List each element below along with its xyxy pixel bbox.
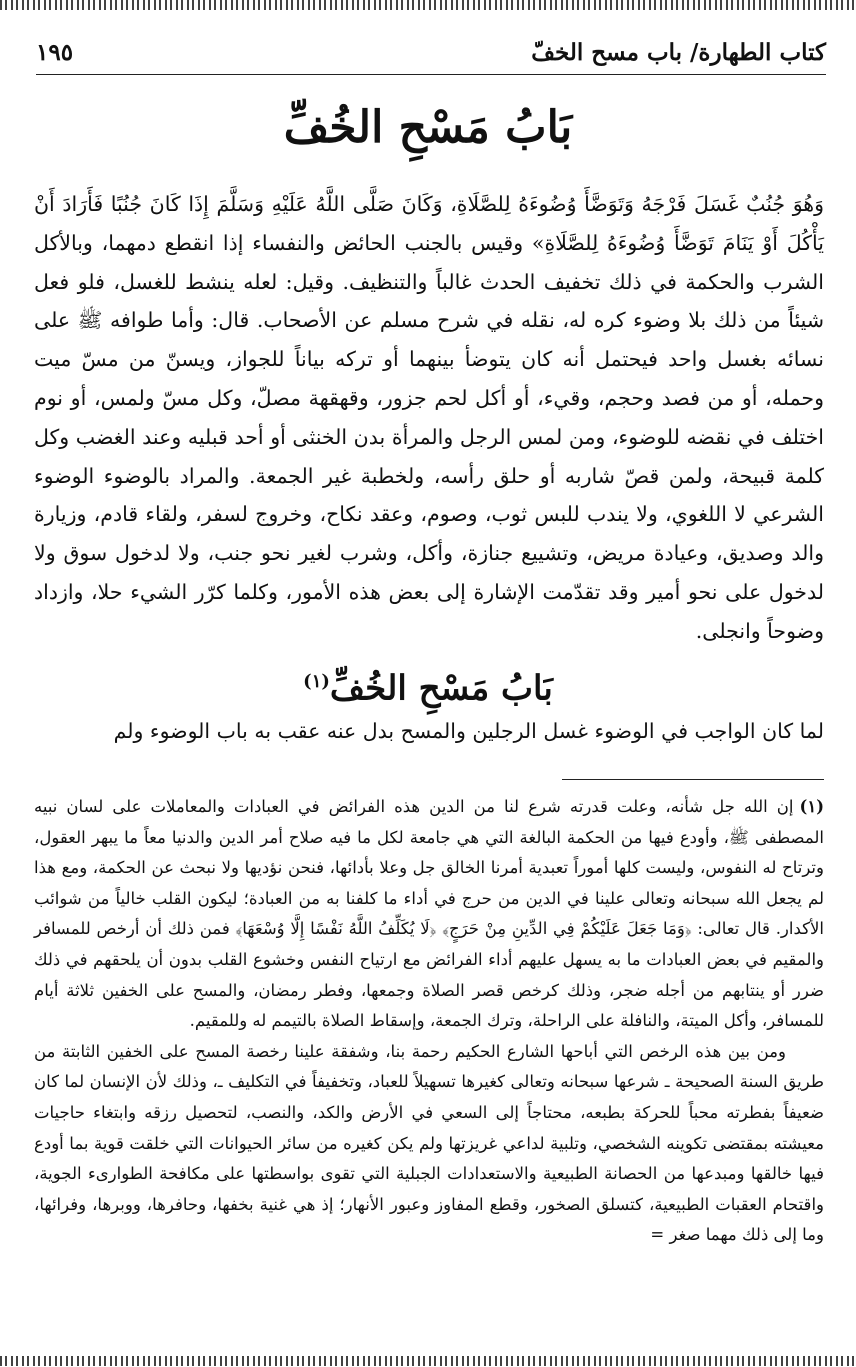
footnote-paragraph-2: ومن بين هذه الرخص التي أباحها الشارع الحكيم رحمة بنا، وشفقة علينا رخصة المسح على الخفين الثابتة من طريق السنة الصحيحة ـ شرعها سبحانه وتعالى كغيرها تسهيلاً للعباد، وتخفيفاً في التكليف ـ، وذلك لأن الإنسان لما كان ضعيفاً بفطرته محباً للحركة بطبعه، محتاجاً إلى السعي في الأرض والكد، والنصب، لتحصيل رزقه وابتغاء حاجيات معيشته بمقتضى تكوينه الشخصي، وتلبية لداعي غريزتها ولم يكن كغيره من سائر الحيوانات التي خلقت قوية بما أودع فيها خالقها ومبدعها من الحصانة الطبيعية والاستعدادات الجبلية التي تقوى بواسطتها على مكافحة الطوارىء الجوية، واقتحام العقبات الطبيعية، كتسلق الصخور، وقطع المفاوز وعبور الأنهار؛ إذ هي غنية بخفها، وحافرها، ووبرها، وفرائها، وما إلى ذلك مهما صغر = <box>34 1041 824 1245</box>
footnotes <box>34 792 824 1251</box>
footnote-marker: (١) <box>303 671 330 692</box>
footnote-number: (١) <box>799 797 824 816</box>
page-number: ١٩٥ <box>36 38 74 66</box>
section-body-text <box>34 712 824 750</box>
section-title <box>0 656 856 714</box>
footnote-text-1: إن الله جل شأنه، وعلت قدرته شرع لنا من الدين هذه الفرائض في العبادات والمعاملات على لسان نبيه المصطفى ﷺ، وأودع فيها من الحكمة البالغة التي هي جامعة لكل ما فيه صلاح أمر الدين والدنيا معاً ما يبهر العقول، وترتاح له النفوس، وليست كلها أموراً تعبدية أمرنا الخالق جل وعلا بأدائها، فنحن نؤديها ولا نبحث عن الحكمة، ومع هذا لم يجعل الله سبحانه وتعالى علينا في الدين من حرج في أداء ما كلفنا به من العبادة؛ ليكون القلب خالياً من شوائب الأكدار. قال تعالى: ﴿وَمَا جَعَلَ عَلَيْكُمْ فِي الدِّينِ مِنْ حَرَجٍ﴾ ﴿لَا يُكَلِّفُ اللَّهُ نَفْسًا إِلَّا وُسْعَهَا﴾ فمن ذلك أن أرخص للمسافر والمقيم في بعض العبادات ما به يسهل عليهم أداء الفرائض مع ارتياح النفس وخشوع القلب بدون أن يلحقهم في ذلك ضرر أو ينتابهم من أجله ضجر، وذلك كرخص قصر الصلاة وجمعها، وفطر رمضان، والمسح على الخفين ثلاثة أيام للمسافر، وأكل الميتة، والنافلة على الراحلة، وترك الجمعة، وإسقاط الصلاة بالتيمم له وللمقيم. <box>34 797 824 1031</box>
footnote-paragraph-1 <box>34 792 824 1037</box>
footnote-separator <box>562 779 824 780</box>
chapter-title: بَابُ مَسْحِ الخُفِّ <box>283 102 573 153</box>
section-title-text: بَابُ مَسْحِ الخُفِّ <box>329 668 553 709</box>
decorative-border-bottom <box>0 1356 856 1366</box>
section-paragraph: لما كان الواجب في الوضوء غسل الرجلين والمسح بدل عنه عقب به باب الوضوء ولم <box>113 719 824 743</box>
main-paragraph: وَهُوَ جُنُبٌ غَسَلَ فَرْجَهُ وَتَوَضَّأَ وُضُوءَهُ لِلصَّلَاةِ، وَكَانَ صَلَّى اللَّهُ عَلَيْهِ وَسَلَّمَ إِذَا كَانَ جُنُبًا فَأَرَادَ أَنْ يَأْكُلَ أَوْ يَنَامَ تَوَضَّأَ وُضُوءَهُ لِلصَّلَاةِ» وقيس بالجنب الحائض والنفساء إذا انقطع دمهما، وبالأكل الشرب والحكمة في ذلك تخفيف الحدث غالباً والتنظيف. وقيل: لعله ينشط للغسل، فلو فعل شيئاً من ذلك بلا وضوء كره له، نقله في شرح مسلم عن الأصحاب. قال: وأما طوافه ﷺ على نسائه بغسل واحد فيحتمل أنه كان يتوضأ بينهما أو تركه بياناً للجواز، ويسنّ من مسّ ميت وحمله، أو من فصد وحجم، وقيء، أو أكل لحم جزور، وقهقهة مصلّ، وكل مسّ ولمس، أو نوم اختلف في نقضه للوضوء، ومن لمس الرجل والمرأة بدن الخنثى أو أحد قبليه وعند الغضب وكل كلمة قبيحة، ولمن قصّ شاربه أو حلق رأسه، ولخطبة غير الجمعة. والمراد بالوضوء الوضوء الشرعي لا اللغوي، ولا يندب للبس ثوب، وصوم، وعقد نكاح، وخروج لسفر، ولقاء قادم، وزيارة والد وصديق، وعيادة مريض، وتشييع جنازة، وأكل، وشرب لغير نحو جنب، ولا لدخول سوق ولا لدخول على نحو أمير وقد تقدّمت الإشارة إلى بعض هذه الأمور، وكلما كرّر الشيء حلا، وازداد وضوحاً وانجلى. <box>34 192 824 643</box>
running-title: كتاب الطهارة/ باب مسح الخفّ <box>531 38 826 66</box>
main-body-text <box>34 185 824 651</box>
running-header <box>36 30 826 75</box>
